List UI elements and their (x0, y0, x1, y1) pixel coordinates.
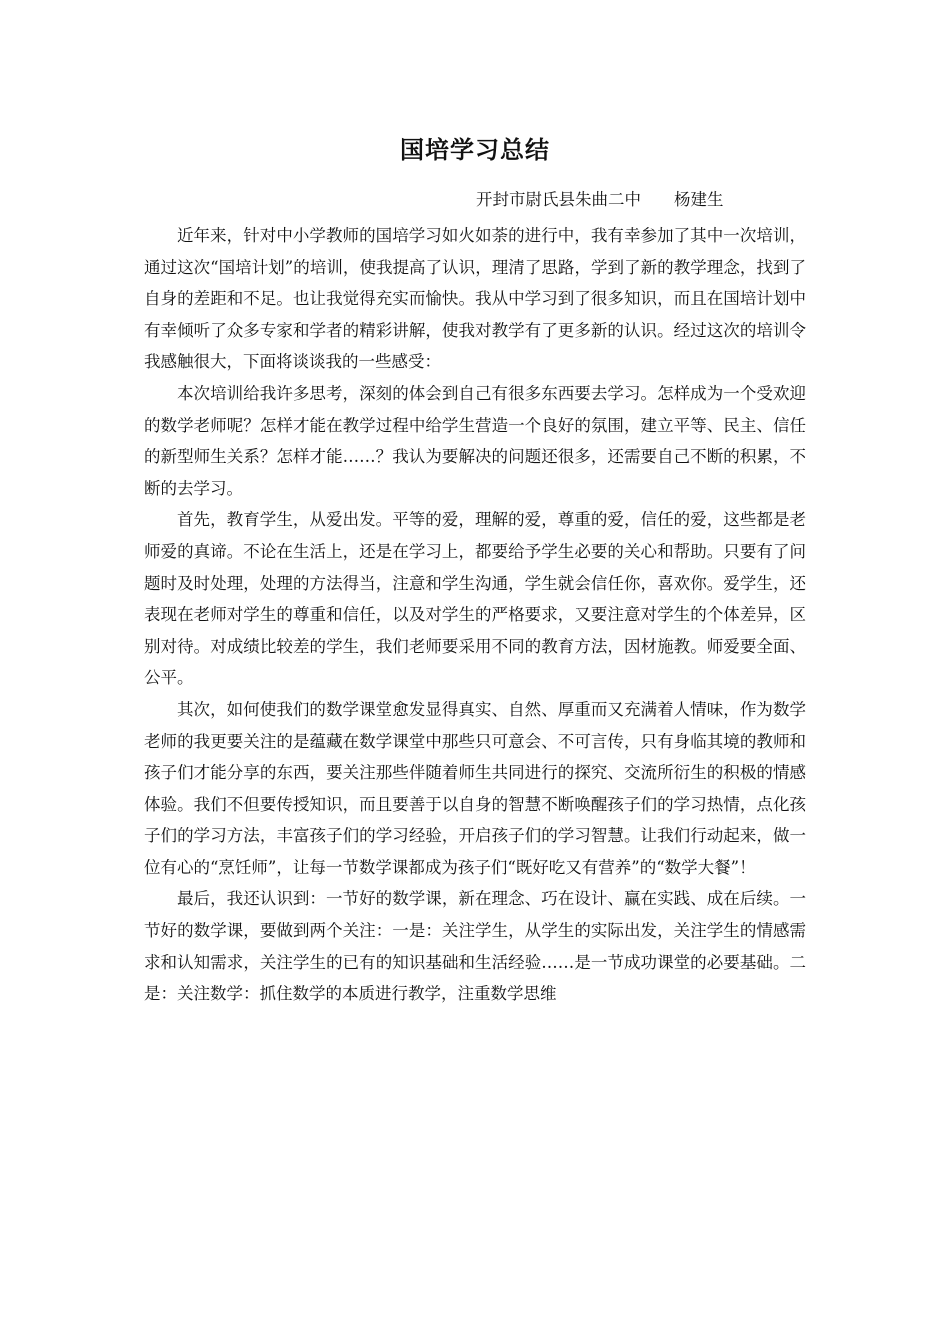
paragraph-second-point: 其次，如何使我们的数学课堂愈发显得真实、自然、厚重而又充满着人情味，作为数学老师的我更要关注的是蕴藏在数学课堂中那些只可意会、不可言传，只有身临其境的教师和孩子们才能分享的东西，要关注那些伴随着师生共同进行的探究、交流所衍生的积极的情感体验。我们不但要传授知识，而且要善于以自身的智慧不断唤醒孩子们的学习热情，点化孩子们的学习方法，丰富孩子们的学习经验，开启孩子们的学习智慧。让我们行动起来，做一位有心的“烹饪师”，让每一节数学课都成为孩子们“既好吃又有营养”的“数学大餐”！ (144, 699, 806, 877)
document-body (144, 220, 806, 1010)
paragraph-final-point: 最后，我还认识到：一节好的数学课，新在理念、巧在设计、赢在实践、成在后续。一节好的数学课，要做到两个关注：一是：关注学生，从学生的实际出发，关注学生的情感需求和认知需求，关注学生的已有的知识基础和生活经验……是一节成功课堂的必要基础。二是：关注数学：抓住数学的本质进行教学，注重数学思维 (144, 889, 806, 1004)
author-line: 开封市尉氏县朱曲二中 杨建生 (476, 190, 724, 209)
paragraph-reflection: 本次培训给我许多思考，深刻的体会到自己有很多东西要去学习。怎样成为一个受欢迎的数学老师呢？怎样才能在教学过程中给学生营造一个良好的氛围，建立平等、民主、信任的新型师生关系？怎样才能……？我认为要解决的问题还很多，还需要自己不断的积累，不断的去学习。 (144, 383, 806, 498)
document-title: 国培学习总结 (400, 136, 550, 164)
paragraph-first-point: 首先，教育学生，从爱出发。平等的爱，理解的爱，尊重的爱，信任的爱，这些都是老师爱的真谛。不论在生活上，还是在学习上，都要给予学生必要的关心和帮助。只要有了问题时及时处理，处理的方法得当，注意和学生沟通，学生就会信任你，喜欢你。爱学生，还表现在老师对学生的尊重和信任，以及对学生的严格要求，又要注意对学生的个体差异，区别对待。对成绩比较差的学生，我们老师要采用不同的教育方法，因材施教。师爱要全面、公平。 (144, 510, 806, 688)
paragraph-intro: 近年来，针对中小学教师的国培学习如火如荼的进行中，我有幸参加了其中一次培训，通过这次“国培计划”的培训，使我提高了认识，理清了思路，学到了新的教学理念，找到了自身的差距和不足。也让我觉得充实而愉快。我从中学习到了很多知识，而且在国培计划中有幸倾听了众多专家和学者的精彩讲解，使我对教学有了更多新的认识。经过这次的培训令我感触很大，下面将谈谈我的一些感受： (144, 226, 806, 372)
